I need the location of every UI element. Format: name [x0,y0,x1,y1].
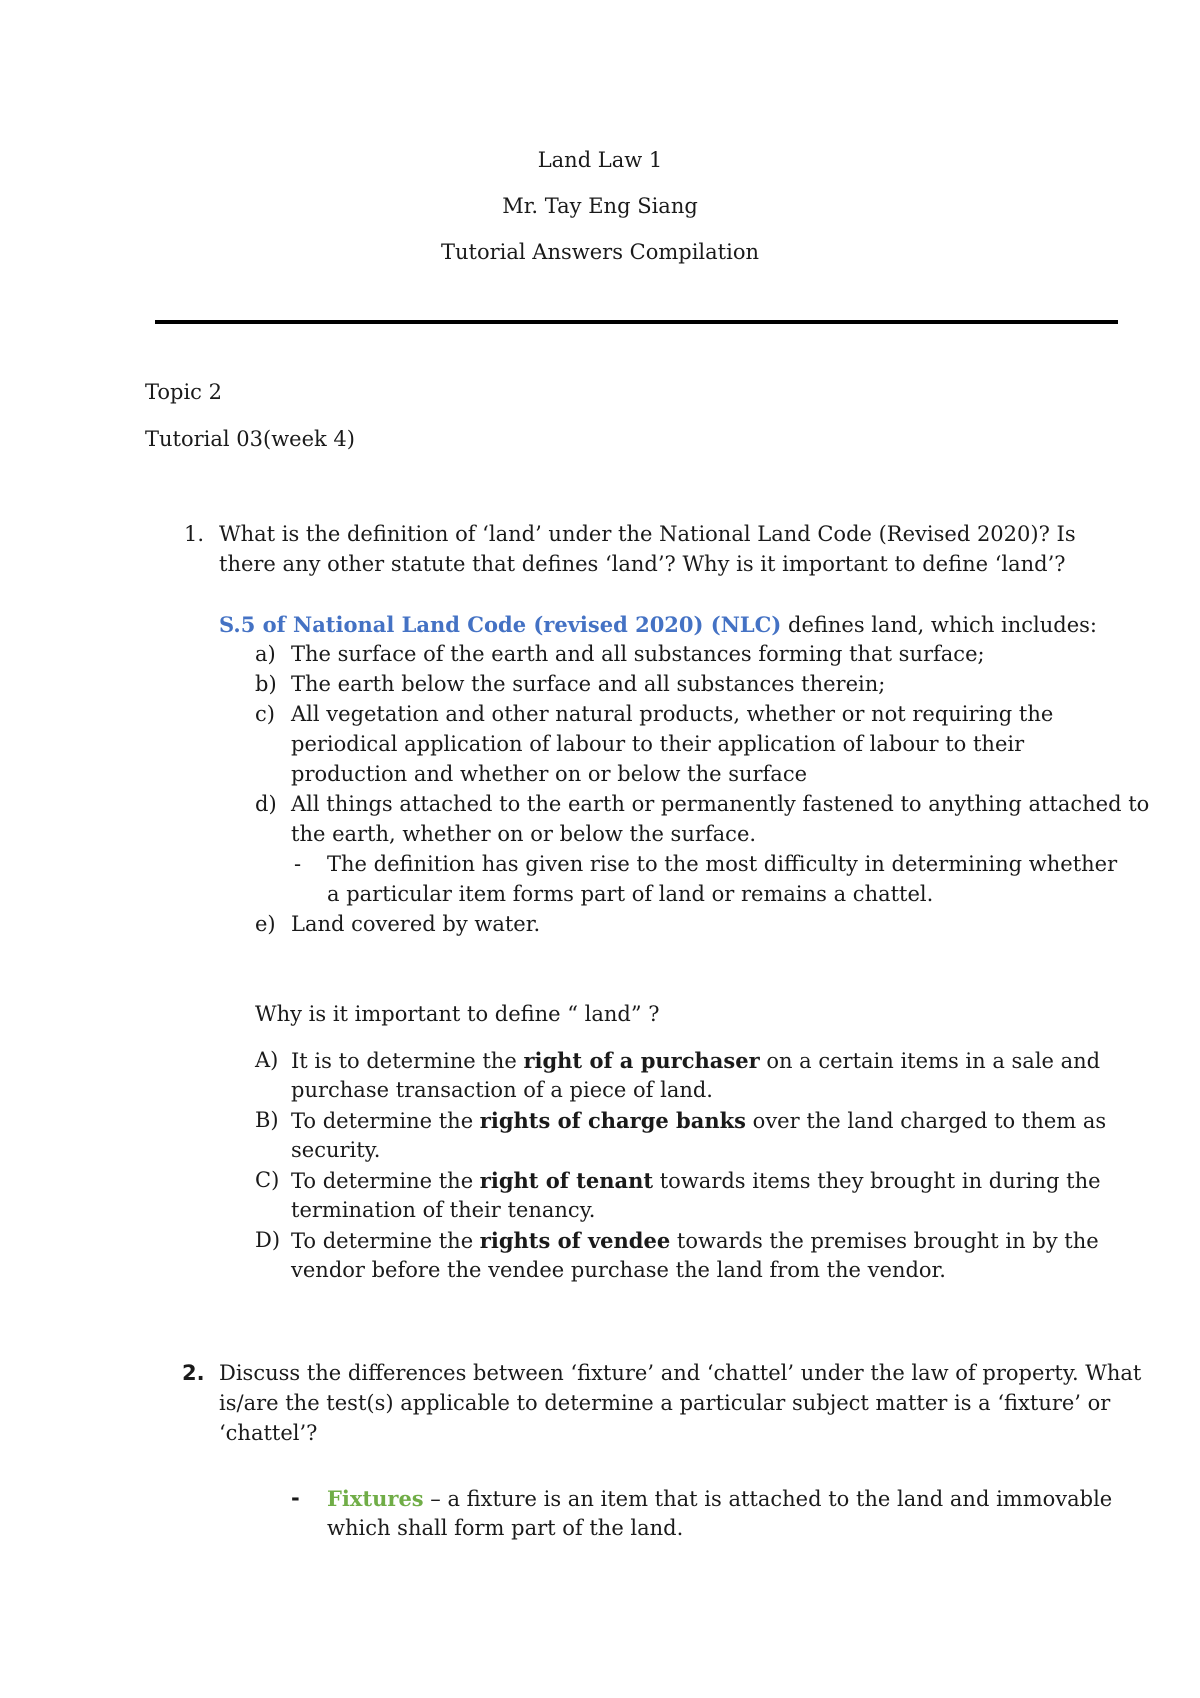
why-heading: Why is it important to define “ land” ? [255,1002,660,1026]
tutorial-label: Tutorial 03(week 4) [145,427,355,451]
sub-item: a particular item forms part of land or remains a chattel. [327,882,934,906]
fixture-definition-line-2: which shall form part of the land. [327,1516,684,1540]
question-1-line-2: there any other statute that defines ‘land’? Why is it important to define ‘land’? [219,552,1066,576]
list-item: The surface of the earth and all substances forming that surface; [291,642,985,666]
fixture-term: Fixtures [327,1486,424,1511]
reason-a-line-2: purchase transaction of a piece of land. [291,1078,713,1102]
question-1-line-1: What is the definition of ‘land’ under the National Land Code (Revised 2020)? Is [219,522,1076,546]
question-2-line-1: Discuss the differences between ‘fixture’ and ‘chattel’ under the law of property. What [219,1361,1142,1385]
sub-item-marker: - [294,852,302,876]
list-item-marker: d) [255,792,277,816]
horizontal-rule [155,320,1118,324]
reason-a: It is to determine the right of a purchaser on a certain items in a sale and [291,1048,1101,1073]
bullet-marker: - [291,1486,300,1510]
list-item: The earth below the surface and all substances therein; [291,672,886,696]
question-2-line-2: is/are the test(s) applicable to determine a particular subject matter is a ‘fixture’ or [219,1391,1111,1415]
topic-label: Topic 2 [145,380,222,404]
list-item: the earth, whether on or below the surface. [291,822,757,846]
question-1-number: 1. [184,522,205,546]
reason-d-line-2: vendor before the vendee purchase the land from the vendor. [291,1258,946,1282]
reason-b-line-2: security. [291,1138,381,1162]
list-item-marker: b) [255,672,277,696]
reason-marker: B) [255,1108,279,1132]
list-item-marker: c) [255,702,275,726]
answer-1-intro-rest: defines land, which includes: [781,613,1097,637]
list-item-marker: a) [255,642,276,666]
reason-c-line-2: termination of their tenancy. [291,1198,596,1222]
statute-reference: S.5 of National Land Code (revised 2020) (NLC) [219,612,782,637]
list-item: Land covered by water. [291,912,541,936]
reason-c: To determine the right of tenant towards items they brought in during the [291,1168,1101,1193]
list-item: All things attached to the earth or permanently fastened to anything attached to [291,792,1150,816]
fixture-definition: Fixtures – a fixture is an item that is attached to the land and immovable [327,1486,1113,1511]
reason-marker: C) [255,1168,280,1192]
lecturer-name: Mr. Tay Eng Siang [502,194,698,218]
reason-marker: A) [255,1048,279,1072]
question-2-number: 2. [182,1361,205,1385]
reason-marker: D) [255,1228,281,1252]
list-item: periodical application of labour to their application of labour to their [291,732,1025,756]
reason-b: To determine the rights of charge banks over the land charged to them as [291,1108,1107,1133]
answer-1-intro [219,612,1097,637]
sub-item: The definition has given rise to the most difficulty in determining whether [327,852,1118,876]
list-item: All vegetation and other natural products, whether or not requiring the [291,702,1054,726]
question-2-line-3: ‘chattel’? [219,1421,318,1445]
list-item: production and whether on or below the surface [291,762,808,786]
document-subtitle: Tutorial Answers Compilation [441,240,759,264]
document-title: Land Law 1 [537,148,663,172]
list-item-marker: e) [255,912,276,936]
reason-d: To determine the rights of vendee towards the premises brought in by the [291,1228,1099,1253]
